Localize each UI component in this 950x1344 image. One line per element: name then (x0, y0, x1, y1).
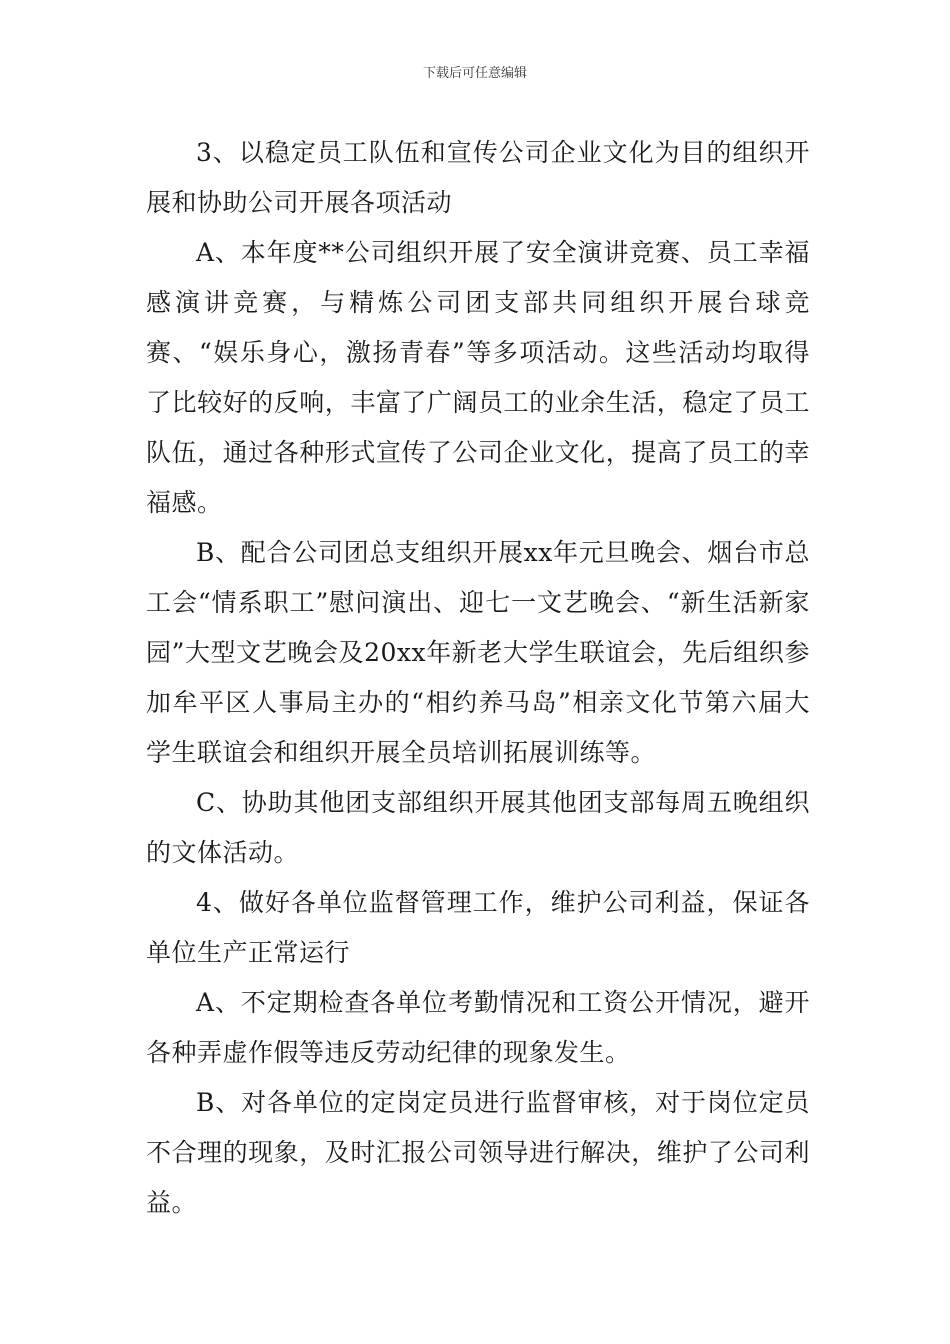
paragraph-3b: B、配合公司团总支组织开展xx年元旦晚会、烟台市总工会“情系职工”慰问演出、迎七一文艺晚会、“新生活新家园”大型文艺晚会及20xx年新老大学生联谊会，先后组织参加牟平区人事局主办的“相约养马岛”相亲文化节第六届大学生联谊会和组织开展全员培训拓展训练等。 (146, 538, 810, 767)
paragraph-section-3-heading: 3、以稳定员工队伍和宣传公司企业文化为目的组织开展和协助公司开展各项活动 (146, 138, 810, 217)
paragraph-4a: A、不定期检查各单位考勤情况和工资公开情况，避开各种弄虚作假等违反劳动纪律的现象发生。 (146, 988, 810, 1067)
page-header: 下载后可任意编辑 (422, 66, 527, 81)
document-body (146, 128, 810, 1228)
paragraph-section-4-heading: 4、做好各单位监督管理工作，维护公司利益，保证各单位生产正常运行 (146, 888, 810, 967)
paragraph-3a: A、本年度**公司组织开展了安全演讲竞赛、员工幸福感演讲竞赛，与精炼公司团支部共同组织开展台球竞赛、“娱乐身心，激扬青春”等多项活动。这些活动均取得了比较好的反响，丰富了广阔员工的业余生活，稳定了员工队伍，通过各种形式宣传了公司企业文化，提高了员工的幸福感。 (146, 238, 810, 517)
paragraph-4b: B、对各单位的定岗定员进行监督审核，对于岗位定员不合理的现象，及时汇报公司领导进行解决，维护了公司利益。 (146, 1088, 810, 1217)
paragraph-3c: C、协助其他团支部组织开展其他团支部每周五晚组织的文体活动。 (146, 788, 810, 867)
